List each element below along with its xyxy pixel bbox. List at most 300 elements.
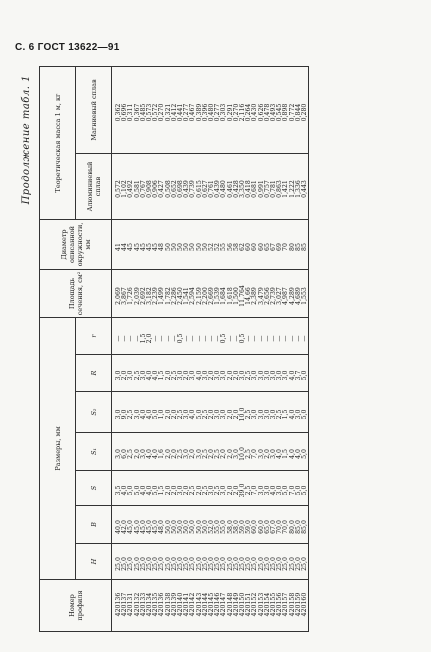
cell-S2: 9,0 [122,392,128,433]
cell-H: 25,0 [290,544,296,580]
col-header-S1: S₁ [76,433,112,471]
cell-magnesium-mass: 0,367 [135,67,141,154]
cell-area: 2,692 [141,270,147,318]
magnesium-header: Магниевый сплав [76,67,112,154]
col-header-R: R [76,355,112,392]
cell-r: — [296,318,302,355]
cell-B: 55,0 [215,506,221,544]
cell-aluminum-mass: 0,652 [172,154,178,220]
cell-H: 25,0 [159,544,165,580]
cell-area: 1,782 [166,270,172,318]
cell-S: 2,0 [184,471,190,506]
cell-S2: 3,0 [259,392,265,433]
cell-S2: 3,0 [112,392,123,433]
cell-S1: 2,0 [166,433,172,471]
cell-S1: 2,5 [128,433,134,471]
cell-S: 2,5 [215,471,221,506]
cell-profile-number: 420144 [203,580,209,632]
cell-aluminum-mass: 0,908 [147,154,153,220]
cell-S2: 4,0 [141,392,147,433]
cell-H: 25,0 [153,544,159,580]
cell-S: 5,0 [128,471,134,506]
cell-r: — [166,318,172,355]
profile-number-header: Номер профиля [40,580,112,632]
cell-S: 39,0 [240,471,246,506]
cell-aluminum-mass: 0,443 [302,154,309,220]
cell-aluminum-mass: 0,615 [197,154,203,220]
cell-area: 2,739 [271,270,277,318]
cell-S: 7,0 [252,471,258,506]
table-caption: Продолжение табл. 1 [21,75,32,205]
cell-diameter: 58 [234,220,240,270]
cell-area: 2,656 [265,270,271,318]
cell-aluminum-mass: 1,222 [290,154,296,220]
cell-magnesium-mass: 0,572 [153,67,159,154]
cell-H: 25,0 [190,544,196,580]
cell-S2: 2,5 [203,392,209,433]
cell-S1: 3,0 [259,433,265,471]
cell-profile-number: 420131 [128,580,134,632]
cell-r: — [302,318,309,355]
cell-area: 2,450 [178,270,184,318]
cell-magnesium-mass: 0,291 [228,67,234,154]
cell-B: 58,0 [228,506,234,544]
cell-diameter: 65 [265,220,271,270]
cell-r: — [290,318,296,355]
cell-B: 45,0 [135,506,141,544]
cell-diameter: 67 [271,220,277,270]
theoretical-mass-header: Теоретическая масса 1 м, кг [40,67,76,220]
cell-S2: 3,0 [215,392,221,433]
dimensions-table [39,66,309,632]
cell-profile-number: 420145 [209,580,215,632]
cell-S1: 6,0 [122,433,128,471]
cell-B: 58,0 [234,506,240,544]
cell-r: — [128,318,134,355]
cell-S1: 2,5 [215,433,221,471]
cell-S1: 2,0 [135,433,141,471]
cell-r: 0,5 [221,318,227,355]
cell-R: 3,7 [296,355,302,392]
cell-S: 2,0 [228,471,234,506]
cell-S: 2,5 [246,471,252,506]
cell-profile-number: 420149 [234,580,240,632]
cell-S1: 3,0 [234,433,240,471]
cell-profile-number: 420133 [141,580,147,632]
cell-diameter: 80 [290,220,296,270]
cell-S1: 4,0 [277,433,283,471]
cell-S2: 3,0 [271,392,277,433]
cell-r: — [159,318,165,355]
cell-B: 80,0 [290,506,296,544]
cell-R: 3,0 [283,355,289,392]
cell-H: 25,0 [172,544,178,580]
cell-area: 2,039 [135,270,141,318]
cell-H: 25,0 [221,544,227,580]
cell-profile-number: 420140 [178,580,184,632]
cell-S: 1,5 [159,471,165,506]
cell-S2: 3,0 [184,392,190,433]
cell-r: — [277,318,283,355]
cell-diameter: 50 [197,220,203,270]
cell-profile-number: 420137 [122,580,128,632]
cell-r: — [184,318,190,355]
area-header: Площадь сечения, см² [40,270,112,318]
cell-B: 45,0 [153,506,159,544]
cell-diameter: 45 [153,220,159,270]
cell-area: 1,499 [159,270,165,318]
cell-diameter: 60 [246,220,252,270]
cell-magnesium-mass: 0,270 [234,67,240,154]
cell-S2: 2,0 [228,392,234,433]
cell-R: 3,0 [240,355,246,392]
cell-profile-number: 420135 [153,580,159,632]
cell-magnesium-mass: 0,441 [178,67,184,154]
cell-aluminum-mass: 0,698 [178,154,184,220]
cell-magnesium-mass: 0,696 [122,67,128,154]
cell-area: 4,689 [296,270,302,318]
col-header-H: H [76,544,112,580]
cell-H: 25,0 [197,544,203,580]
cell-R: 3,0 [141,355,147,392]
cell-diameter: 62 [240,220,246,270]
cell-R: 3,0 [252,355,258,392]
cell-S2: 2,0 [209,392,215,433]
cell-H: 25,0 [271,544,277,580]
cell-B: 48,0 [159,506,165,544]
cell-magnesium-mass: 0,311 [128,67,134,154]
cell-R: 3,0 [190,355,196,392]
cell-r: — [112,318,123,355]
cell-S: 3,0 [209,471,215,506]
cell-S1: 2,0 [172,433,178,471]
cell-H: 25,0 [166,544,172,580]
cell-R: 4,0 [290,355,296,392]
cell-magnesium-mass: 0,478 [265,67,271,154]
col-header-B: B [76,506,112,544]
cell-diameter: 85 [302,220,309,270]
cell-magnesium-mass: 0,480 [209,67,215,154]
cell-S1: 3,0 [184,433,190,471]
cell-area: 2,669 [209,270,215,318]
dimensions-group-header: Размеры, мм [40,318,76,580]
cell-magnesium-mass: 0,412 [172,67,178,154]
cell-aluminum-mass: 0,781 [271,154,277,220]
cell-magnesium-mass: 0,277 [184,67,190,154]
cell-magnesium-mass: 0,573 [147,67,153,154]
cell-B: 50,0 [172,506,178,544]
cell-B: 45,0 [128,506,134,544]
cell-R: 2,5 [172,355,178,392]
cell-r: — [228,318,234,355]
cell-aluminum-mass: 0,492 [128,154,134,220]
cell-diameter: 70 [283,220,289,270]
cell-r: — [172,318,178,355]
cell-S: 4,0 [141,471,147,506]
cell-diameter: 60 [252,220,258,270]
cell-S2: 3,0 [265,392,271,433]
cell-area: 2,200 [203,270,209,318]
cell-S2: 2,0 [172,392,178,433]
cell-H: 25,0 [265,544,271,580]
cell-R: 3,0 [178,355,184,392]
cell-profile-number: 420139 [172,580,178,632]
cell-H: 25,0 [141,544,147,580]
cell-S: 3,0 [265,471,271,506]
cell-diameter: 52 [209,220,215,270]
cell-diameter: 45 [141,220,147,270]
cell-B: 50,0 [190,506,196,544]
cell-R: 2,0 [234,355,240,392]
rotated-table-block [19,67,412,632]
cell-S: 2,0 [172,471,178,506]
cell-R: 3,0 [271,355,277,392]
cell-S2: 2,5 [128,392,134,433]
cell-S1: 2,0 [190,433,196,471]
cell-profile-number: 420142 [190,580,196,632]
cell-S1: 4,0 [296,433,302,471]
cell-S: 2,5 [190,471,196,506]
cell-H: 25,0 [277,544,283,580]
cell-H: 25,0 [228,544,234,580]
diameter-header: Диаметр описанной окружности, мм [40,220,112,270]
cell-S1: 2,0 [221,433,227,471]
cell-R: 2,0 [184,355,190,392]
cell-profile-number: 420134 [147,580,153,632]
cell-area: 1,684 [221,270,227,318]
cell-B: 50,0 [166,506,172,544]
cell-H: 25,0 [234,544,240,580]
cell-magnesium-mass: 0,280 [302,67,309,154]
cell-profile-number: 420143 [197,580,203,632]
cell-aluminum-mass: 0,418 [246,154,252,220]
cell-area: 3,867 [122,270,128,318]
cell-r: — [135,318,141,355]
cell-aluminum-mass: 0,581 [135,154,141,220]
cell-magnesium-mass: 0,493 [271,67,277,154]
cell-R: 2,0 [166,355,172,392]
cell-R: 2,5 [135,355,141,392]
cell-diameter: 60 [259,220,265,270]
cell-B: 67,0 [271,506,277,544]
cell-H: 25,0 [302,544,309,580]
cell-S2: 2,5 [277,392,283,433]
cell-B: 50,0 [203,506,209,544]
cell-aluminum-mass: 0,681 [252,154,258,220]
cell-S2: 1,5 [283,392,289,433]
cell-B: 59,0 [240,506,246,544]
cell-S1: 7,0 [252,433,258,471]
cell-aluminum-mass: 1,102 [122,154,128,220]
cell-B: 40,0 [112,506,123,544]
cell-S1: 2,0 [209,433,215,471]
table-row [302,67,309,632]
cell-R: 3,0 [203,355,209,392]
cell-r: 0,5 [178,318,184,355]
cell-r: — [265,318,271,355]
cell-B: 52,0 [209,506,215,544]
cell-diameter: 50 [203,220,209,270]
cell-profile-number: 420155 [271,580,277,632]
page-header: С. 6 ГОСТ 13622—91 [15,42,120,53]
cell-profile-number: 420148 [228,580,234,632]
cell-r: — [234,318,240,355]
cell-S2: 2,0 [234,392,240,433]
cell-magnesium-mass: 0,898 [283,67,289,154]
cell-S2: 1,0 [159,392,165,433]
cell-S: 5,0 [153,471,159,506]
cell-B: 70,0 [283,506,289,544]
cell-aluminum-mass: 0,863 [277,154,283,220]
cell-area: 11,764 [240,270,246,318]
cell-magnesium-mass: 0,396 [203,67,209,154]
cell-r: — [271,318,277,355]
cell-H: 25,0 [112,544,123,580]
cell-r: 1,5 [141,318,147,355]
cell-H: 25,0 [147,544,153,580]
cell-R: 4,0 [147,355,153,392]
cell-H: 25,0 [252,544,258,580]
cell-R: 3,0 [215,355,221,392]
cell-area: 1,541 [184,270,190,318]
cell-R: 4,0 [197,355,203,392]
cell-S: 2,0 [234,471,240,506]
cell-S: 3,0 [221,471,227,506]
cell-r: — [153,318,159,355]
cell-aluminum-mass: 0,767 [141,154,147,220]
cell-B: 50,0 [178,506,184,544]
cell-magnesium-mass: 0,362 [112,67,123,154]
cell-S1: 2,5 [178,433,184,471]
col-header-r: r [76,318,112,355]
cell-aluminum-mass: 0,439 [215,154,221,220]
cell-profile-number: 420152 [252,580,258,632]
cell-S1: 4,0 [153,433,159,471]
cell-aluminum-mass: 0,572 [112,154,123,220]
cell-S: 5,0 [302,471,309,506]
cell-aluminum-mass: 1,336 [296,154,302,220]
cell-area: 1,618 [228,270,234,318]
cell-diameter: 50 [166,220,172,270]
cell-B: 42,0 [122,506,128,544]
cell-S2: 5,0 [302,392,309,433]
cell-diameter: 45 [147,220,153,270]
cell-diameter: 55 [221,220,227,270]
cell-area: 2,069 [112,270,123,318]
cell-S1: 4,0 [147,433,153,471]
cell-B: 85,0 [302,506,309,544]
cell-S: 4,0 [147,471,153,506]
cell-aluminum-mass: 0,439 [184,154,190,220]
cell-S: 2,0 [197,471,203,506]
cell-magnesium-mass: 0,772 [290,67,296,154]
cell-R: 3,0 [277,355,283,392]
cell-H: 25,0 [283,544,289,580]
cell-diameter: 50 [172,220,178,270]
cell-S: 2,5 [203,471,209,506]
cell-profile-number: 420138 [166,580,172,632]
cell-r: — [215,318,221,355]
cell-S2: 4,0 [147,392,153,433]
cell-S2: 4,0 [290,392,296,433]
cell-aluminum-mass: 0,991 [259,154,265,220]
cell-area: 1,500 [234,270,240,318]
cell-area: 2,286 [172,270,178,318]
cell-profile-number: 420141 [184,580,190,632]
cell-S: 7,0 [290,471,296,506]
cell-area: 14,66 [246,270,252,318]
cell-diameter: 48 [159,220,165,270]
cell-B: 50,0 [184,506,190,544]
cell-diameter: 56 [228,220,234,270]
cell-S1: 3,0 [112,433,123,471]
cell-aluminum-mass: 0,428 [234,154,240,220]
cell-S1: 3,0 [197,433,203,471]
cell-H: 25,0 [259,544,265,580]
cell-R: 3,0 [112,355,123,392]
cell-area: 1,539 [215,270,221,318]
cell-H: 25,0 [178,544,184,580]
cell-S: 5,0 [135,471,141,506]
cell-profile-number: 420136 [112,580,123,632]
cell-S1: 5,0 [302,433,309,471]
table-body [112,67,309,632]
cell-profile-number: 420159 [296,580,302,632]
aluminum-header: Алюминиевый сплав [76,154,112,220]
cell-B: 85,0 [296,506,302,544]
cell-diameter: 41 [112,220,123,270]
cell-B: 55,0 [221,506,227,544]
cell-profile-number: 420147 [221,580,227,632]
cell-r: — [246,318,252,355]
cell-profile-number: 420154 [265,580,271,632]
cell-H: 25,0 [203,544,209,580]
cell-S: 5,0 [296,471,302,506]
cell-R: 2,0 [228,355,234,392]
cell-R: 2,5 [246,355,252,392]
cell-r: — [209,318,215,355]
cell-S: 4,0 [271,471,277,506]
cell-magnesium-mass: 0,303 [221,67,227,154]
cell-magnesium-mass: 0,270 [159,67,165,154]
cell-H: 25,0 [240,544,246,580]
cell-B: 60,0 [252,506,258,544]
cell-profile-number: 420151 [246,580,252,632]
cell-magnesium-mass: 0,844 [296,67,302,154]
cell-B: 50,0 [197,506,203,544]
cell-diameter: 50 [190,220,196,270]
cell-profile-number: 420153 [259,580,265,632]
cell-S1: 4,0 [290,433,296,471]
cell-area: 2,389 [252,270,258,318]
cell-r: — [197,318,203,355]
cell-S1: 2,0 [265,433,271,471]
cell-area: 2,159 [197,270,203,318]
cell-magnesium-mass: 0,321 [166,67,172,154]
cell-r: — [283,318,289,355]
cell-aluminum-mass: 0,757 [265,154,271,220]
cell-aluminum-mass: 0,427 [159,154,165,220]
cell-H: 25,0 [122,544,128,580]
cell-r: — [259,318,265,355]
cell-magnesium-mass: 0,277 [215,67,221,154]
cell-aluminum-mass: 0,739 [190,154,196,220]
cell-area: 4,987 [283,270,289,318]
cell-S1: 2,0 [228,433,234,471]
cell-S2: 3,0 [296,392,302,433]
cell-B: 65,0 [265,506,271,544]
cell-S2: 3,0 [221,392,227,433]
